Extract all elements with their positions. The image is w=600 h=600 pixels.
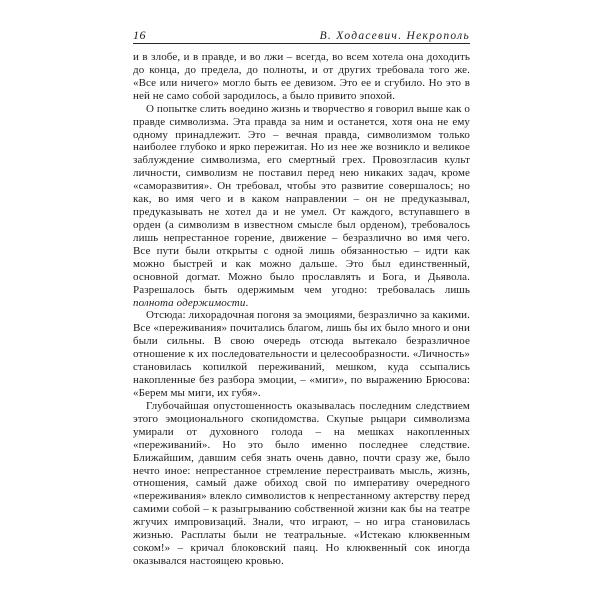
running-title: В. Ходасевич. Некрополь [319,30,470,42]
italic-phrase: полнота одержимости [133,296,246,309]
paragraph [133,309,470,399]
text-run: Глубочайшая опустошенность оказывалась последним следствием этого эмоционального скопидомства. Скупые рыцари символизма умирали от духовного голода – на мешках накопленных «переживаний». Но это было именно последнее следствие. Ближайшим, давшим себя знать очень давно, почти сразу же, было нечто иное: непрестанное стремление перестраивать мысль, жизнь, отношения, самый даже обиход свой по императиву очередного «переживания» влекло символистов к непрестанному актерству перед самими собой – к разыгрыванию собственной жизни как бы на театре жгучих импровизаций. Знали, что играют, – но игра становилась жизнью. Расплаты были не театральные. «Истекаю клюквенным соком!» – кричал блоковский паяц. Но клюквенный сок иногда оказывался настоящею кровью. [133,399,470,567]
text-run: . [245,296,249,309]
page-number: 16 [133,28,146,42]
paragraph [133,103,470,310]
paragraph [133,400,470,568]
header-rule [133,43,470,44]
text-run: и в злобе, и в правде, и во лжи – всегда, во всем хотела она доходить до конца, до предела, до полноты, и от других требовала того же. «Все или ничего» могло быть ее девизом. Это ее и сгубило. Но это в ней не само собой зародилось, а было привито эпохой. [133,51,470,102]
text-run: Отсюда: лихорадочная погоня за эмоциями, безразлично за какими. Все «переживания» почитались благом, лишь бы их было много и они были сильны. В свою очередь отсюда вытекало безразличное отношение к их последовательности и целесообразности. «Личность» становилась копилкой переживаний, мешком, куда ссыпались накопленные без разбора эмоции, – «миги», по выражению Брюсова: «Берем мы миги, их губя». [133,309,470,399]
paragraph [133,51,470,103]
page-header [133,28,470,43]
page-body [133,51,470,568]
text-run: О попытке слить воедино жизнь и творчество я говорил выше как о правде символизма. Эта правда за ним и останется, хотя она не ему одному принадлежит. Это – вечная правда, символизмом только наиболее глубоко и ярко пережитая. Но из нее же возникло и великое заблуждение символизма, его смертный грех. Провозгласив культ личности, символизм не поставил перед нею никаких задач, кроме «саморазвития». Он требовал, чтобы это развитие совершалось; но как, во имя чего и в каком направлении – он не предуказывал, предуказывать не хотел да и не умел. От каждого, вступавшего в орден (а символизм в известном смысле был орденом), требовалось лишь непрестанное горение, движение – безразлично во имя чего. Все пути были открыты с одной лишь обязанностью – идти как можно быстрей и как можно дальше. Это был единственный, основной догмат. Можно было прославлять и Бога, и Дьявола. Разрешалось быть одержимым чем угодно: требовалась лишь [133,102,470,296]
